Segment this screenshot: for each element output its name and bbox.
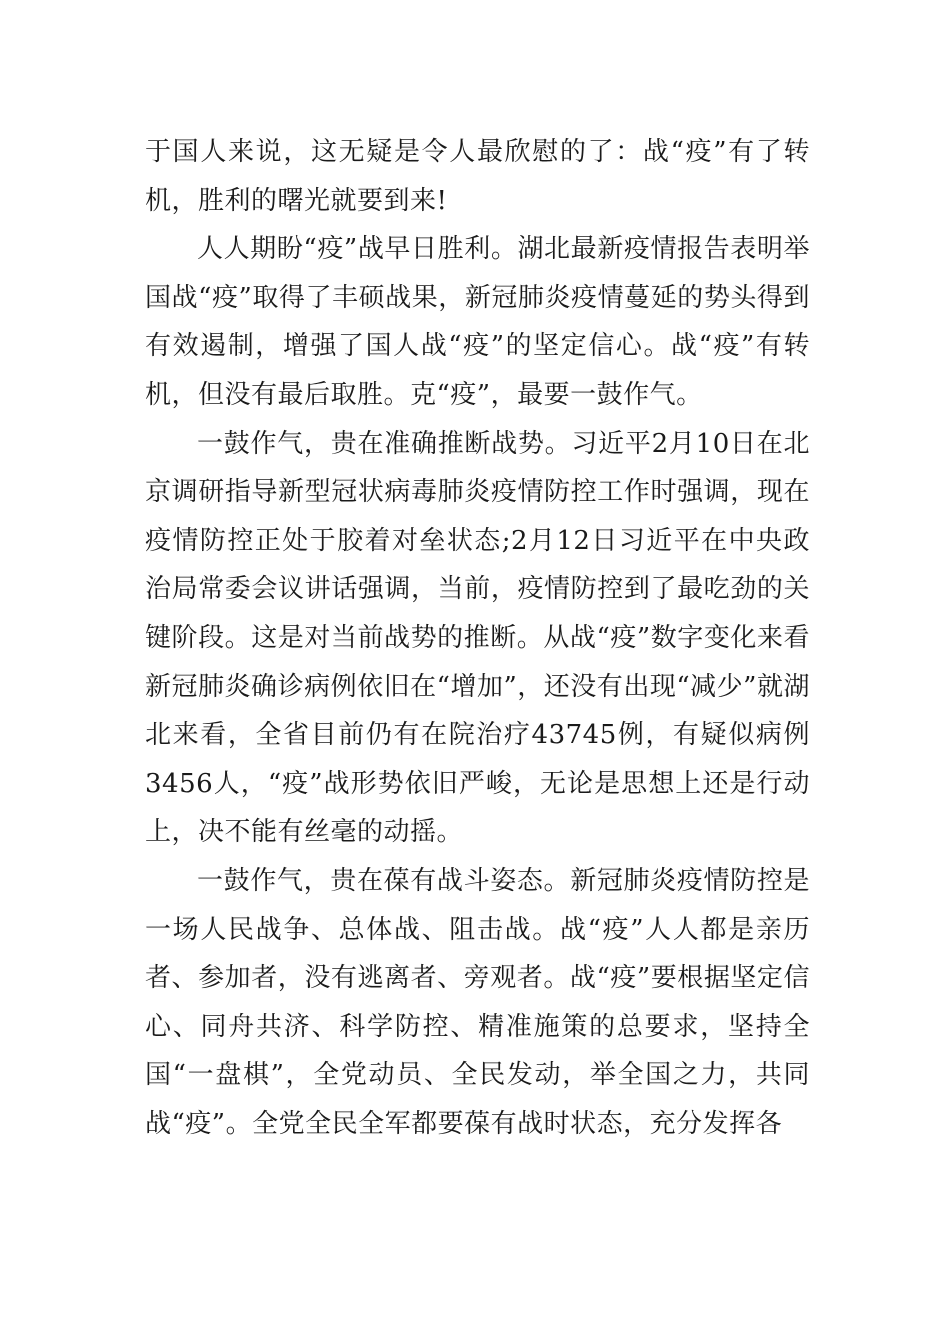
document-body bbox=[145, 128, 810, 1148]
paragraph-continuation: 于国人来说，这无疑是令人最欣慰的了：战“疫”有了转机，胜利的曙光就要到来! bbox=[145, 137, 810, 216]
paragraph-hope-for-victory: 人人期盼“疫”战早日胜利。湖北最新疫情报告表明举国战“疫”取得了丰硕战果，新冠肺炎疫情蔓延的势头得到有效遏制，增强了国人战“疫”的坚定信心。战“疫”有转机，但没有最后取胜。克“疫”，最要一鼓作气。 bbox=[145, 234, 810, 410]
paragraph-judge-situation: 一鼓作气，贵在准确推断战势。习近平2月10日在北京调研指导新型冠状病毒肺炎疫情防控工作时强调，现在疫情防控正处于胶着对垒状态;2月12日习近平在中央政治局常委会议讲话强调，当前，疫情防控到了最吃劲的关键阶段。这是对当前战势的推断。从战“疫”数字变化来看新冠肺炎确诊病例依旧在“增加”，还没有出现“减少”就湖北来看，全省目前仍有在院治疗43745例，有疑似病例3456人，“疫”战形势依旧严峻，无论是思想上还是行动上，决不能有丝毫的动摇。 bbox=[145, 428, 810, 848]
paragraph-fighting-posture: 一鼓作气，贵在葆有战斗姿态。新冠肺炎疫情防控是一场人民战争、总体战、阻击战。战“疫”人人都是亲历者、参加者，没有逃离者、旁观者。战“疫”要根据坚定信心、同舟共济、科学防控、精准施策的总要求，坚持全国“一盘棋”，全党动员、全民发动，举全国之力，共同战“疫”。全党全民全军都要葆有战时状态，充分发挥各 bbox=[145, 865, 810, 1139]
